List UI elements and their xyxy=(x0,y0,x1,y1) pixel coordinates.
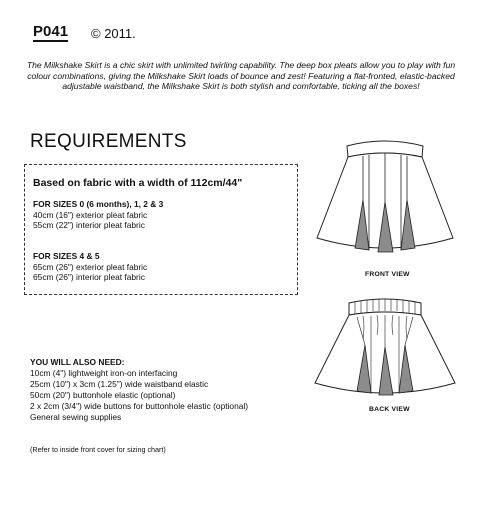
back-view-skirt-illustration xyxy=(305,295,465,405)
intro-text: The Milkshake Skirt is a chic skirt with unlimited twirling capability. The deep box pleats allow you to play with fun colour combinations, giving the Milkshake Skirt loads of bounce and zest! Featuring a flat-fronted, elastic-backed adjustable waistband, the Milkshake Skirt is both stylish and comfortable, ticking all the boxes! xyxy=(26,60,456,91)
fabric-line: 55cm (22") interior pleat fabric xyxy=(33,220,145,230)
fabric-line: 65cm (26") interior pleat fabric xyxy=(33,272,145,282)
list-item: 2 x 2cm (3/4") wide buttons for buttonhole elastic (optional) xyxy=(30,401,249,411)
also-need-list xyxy=(30,357,248,423)
requirements-title: REQUIREMENTS xyxy=(30,131,187,152)
list-item: 10cm (4") lightweight iron-on interfacing xyxy=(30,368,178,378)
front-view-skirt-illustration xyxy=(305,130,465,270)
front-view-label: FRONT VIEW xyxy=(365,271,410,278)
fabric-line: 40cm (16") exterior pleat fabric xyxy=(33,209,148,220)
fabric-width-heading: Based on fabric with a width of 112cm/44" xyxy=(33,177,243,189)
sizing-chart-note: (Refer to inside front cover for sizing chart) xyxy=(30,445,166,454)
pattern-code: P041 xyxy=(33,23,69,40)
copyright: © 2011. xyxy=(91,26,136,41)
list-item: General sewing supplies xyxy=(30,412,122,422)
size-group-heading: FOR SIZES 0 (6 months), 1, 2 & 3 xyxy=(33,199,164,209)
back-view-label: BACK VIEW xyxy=(369,406,410,413)
size-group-4-5 xyxy=(33,251,147,283)
list-item: 25cm (10") x 3cm (1.25") wide waistband elastic xyxy=(30,379,209,389)
size-group-heading: FOR SIZES 4 & 5 xyxy=(33,251,100,261)
size-group-0-3 xyxy=(33,199,163,231)
list-item: 50cm (20") buttonhole elastic (optional) xyxy=(30,390,176,400)
fabric-line: 65cm (26") exterior pleat fabric xyxy=(33,261,148,272)
also-need-heading: YOU WILL ALSO NEED: xyxy=(30,357,125,367)
